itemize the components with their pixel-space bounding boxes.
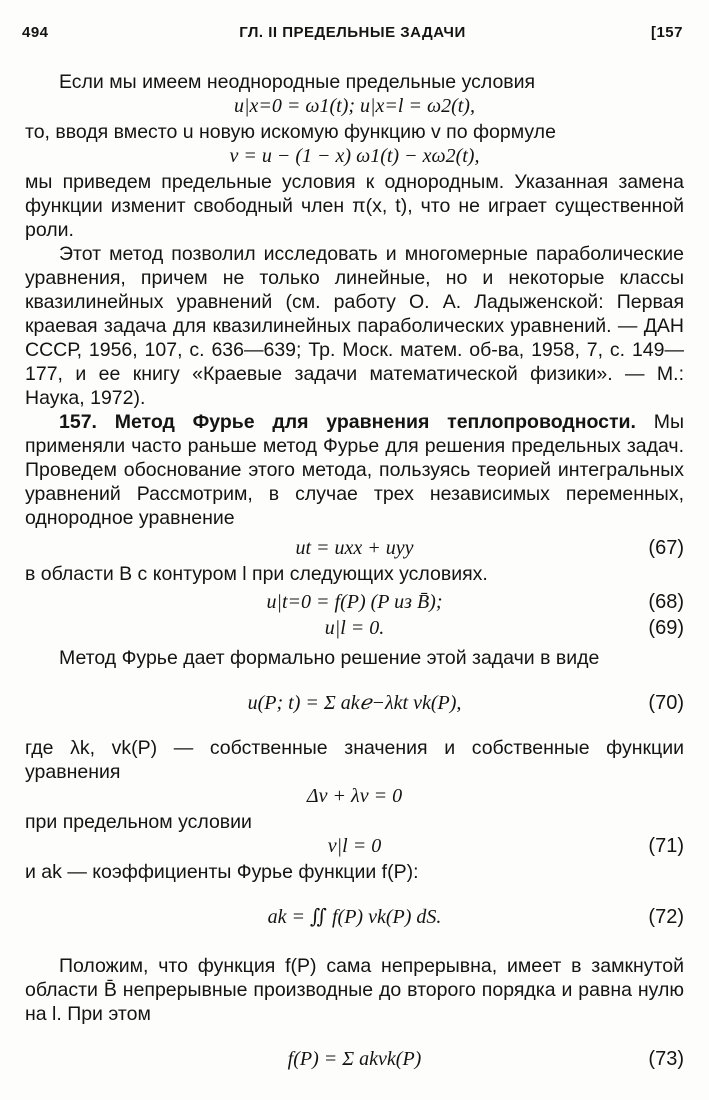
paragraph-2: то, вводя вместо u новую искомую функцию v по формуле (25, 121, 556, 143)
paragraph-4: Этот метод позволил исследовать и многомерные параболические уравнения, причем не только линейные, но и некоторые классы квазилинейных уравнений (см. работу О. А. Ладыженской: Первая краевая задача для квазилинейных параболических уравнений. — ДАН СССР, 1956, 107, с. 636—639; Тр. Моск. матем. об-ва, 1958, 7, с. 149—177, и ее книгу «Краевые задачи математической физики». — М.: Наука, 1972). (25, 243, 684, 409)
page-number: 494 (22, 24, 49, 41)
paragraph-9: и ak — коэффициенты Фурье функции f(P): (25, 861, 419, 883)
equation-number: (72) (648, 906, 684, 928)
section-157 (25, 410, 684, 530)
running-header (22, 24, 683, 48)
equation-text: ak = ∬ f(P) vk(P) dS. (267, 906, 442, 928)
equation-text: u|x=0 = ω1(t); u|x=l = ω2(t), (234, 95, 475, 117)
equation-number: (73) (648, 1048, 684, 1070)
equation-70 (25, 674, 684, 732)
equation-text: ut = uxx + uyy (295, 537, 414, 559)
equation-boundary-conditions (25, 94, 684, 120)
equation-text: v = u − (1 − x) ω1(t) − xω2(t), (229, 145, 480, 167)
equation-text: Δv + λv = 0 (306, 785, 403, 807)
section-157-title: 157. Метод Фурье для уравнения теплопроводности. (59, 411, 636, 433)
equation-number: (68) (648, 591, 684, 613)
equation-73 (25, 1030, 684, 1088)
page-body (25, 70, 684, 1088)
paragraph-5: в области B с контуром l при следующих условиях. (25, 563, 488, 585)
paragraph-8: при предельном условии (25, 811, 252, 833)
equation-number: (70) (648, 692, 684, 714)
equation-number: (67) (648, 537, 684, 559)
equation-69 (25, 616, 684, 642)
equation-72 (25, 888, 684, 946)
paragraph-1: Если мы имеем неоднородные предельные условия (59, 71, 536, 93)
paragraph-6: Метод Фурье дает формально решение этой задачи в виде (59, 647, 600, 669)
equation-helmholtz (25, 784, 684, 810)
equation-text: v|l = 0 (327, 835, 382, 857)
equation-text: u|l = 0. (324, 617, 385, 639)
chapter-title: ГЛ. II ПРЕДЕЛЬНЫЕ ЗАДАЧИ (239, 24, 466, 41)
equation-text: u|t=0 = f(P) (P из B̄); (266, 591, 443, 613)
equation-number: (69) (648, 617, 684, 639)
equation-text: u(P; t) = Σ akℯ−λkt vk(P), (247, 692, 462, 714)
equation-text: f(P) = Σ akvk(P) (287, 1048, 422, 1070)
paragraph-7: где λk, vk(P) — собственные значения и собственные функции уравнения (25, 737, 684, 783)
equation-71 (25, 834, 684, 860)
section-reference: [157 (650, 24, 683, 41)
paragraph-3: мы приведем предельные условия к однородным. Указанная замена функции изменит свободный член π(x, t), что не играет существенной роли. (25, 171, 684, 241)
equation-substitution (25, 144, 684, 170)
equation-68 (25, 590, 684, 616)
section-157-text: Мы применяли часто раньше метод Фурье для решения предельных задач. Проведем обоснование этого метода, пользуясь теорией интегральных уравнений Рассмотрим, в случае трех независимых переменных, однородное уравнение (25, 411, 684, 529)
equation-number: (71) (648, 835, 684, 857)
equation-67 (25, 536, 684, 562)
paragraph-10: Положим, что функция f(P) сама непрерывна, имеет в замкнутой области B̄ непрерывные производные до второго порядка и равна нулю на l. При этом (25, 955, 684, 1025)
